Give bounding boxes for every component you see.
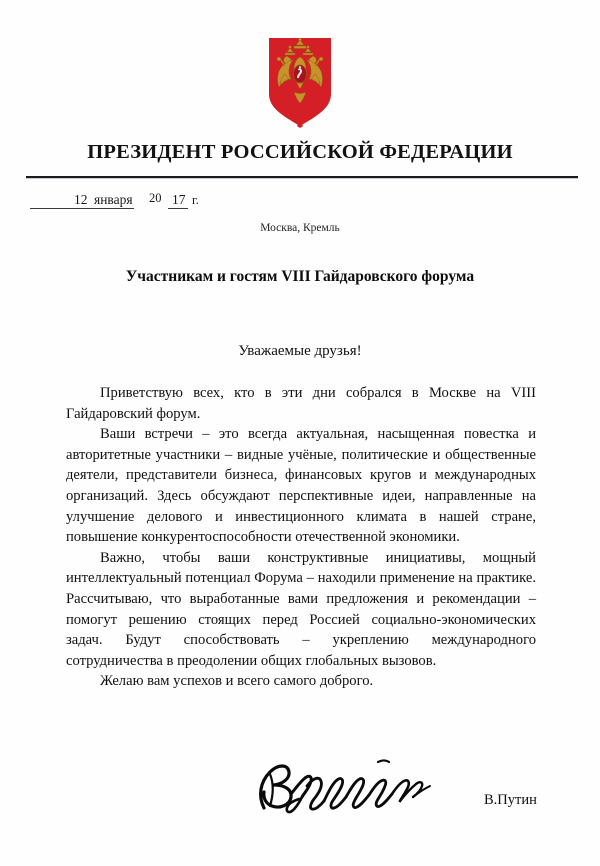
date-century: 20 bbox=[149, 191, 162, 205]
russian-coat-of-arms-icon bbox=[267, 36, 333, 128]
signature-block bbox=[0, 756, 600, 826]
date-day: 12 bbox=[74, 192, 88, 207]
date-underline-left bbox=[30, 208, 134, 209]
header-divider bbox=[26, 176, 578, 178]
paragraph: Желаю вам успехов и всего самого доброго. bbox=[100, 673, 374, 690]
paragraph: Приветствую всех, кто в эти дни собрался в Москве на VIII Гайдаровский форум. bbox=[66, 385, 536, 422]
signature-name: В.Путин bbox=[484, 792, 537, 808]
date-year: 17 bbox=[172, 192, 186, 207]
addressee-heading: Участникам и гостям VIII Гайдаровского форума bbox=[125, 268, 475, 285]
page-title: ПРЕЗИДЕНТ РОССИЙСКОЙ ФЕДЕРАЦИИ bbox=[87, 141, 513, 163]
place-line: Москва, Кремль bbox=[260, 222, 340, 234]
date-underline-right bbox=[168, 208, 188, 209]
date-month: января bbox=[94, 192, 133, 207]
date-suffix: г. bbox=[192, 193, 199, 207]
letter-body bbox=[66, 383, 536, 692]
paragraph: Важно, чтобы ваши конструктивные инициативы, мощный интеллектуальный потенциал Форума – находили применение на практике. Рассчитываю, что выработанные вами предложения и рекомендации – помогут решению стоящих перед Россией социально-экономических задач. Будут способствовать – укреплению международного сотрудничества в преодолении общих глобальных вызовов. bbox=[66, 549, 536, 669]
handwritten-signature-icon bbox=[252, 756, 452, 814]
emblem-container bbox=[0, 36, 600, 133]
paragraph: Ваши встречи – это всегда актуальная, насыщенная повестка и авторитетные участники – видные учёные, политические и общественные деятели, представители бизнеса, финансовых кругов и международных организаций. Здесь обсуждают перспективные идеи, направленные на улучшение делового и инвестиционного климата в нашей стране, повышение конкурентоспособности отечественной экономики. bbox=[66, 426, 536, 546]
greeting-line: Уважаемые друзья! bbox=[238, 343, 362, 359]
